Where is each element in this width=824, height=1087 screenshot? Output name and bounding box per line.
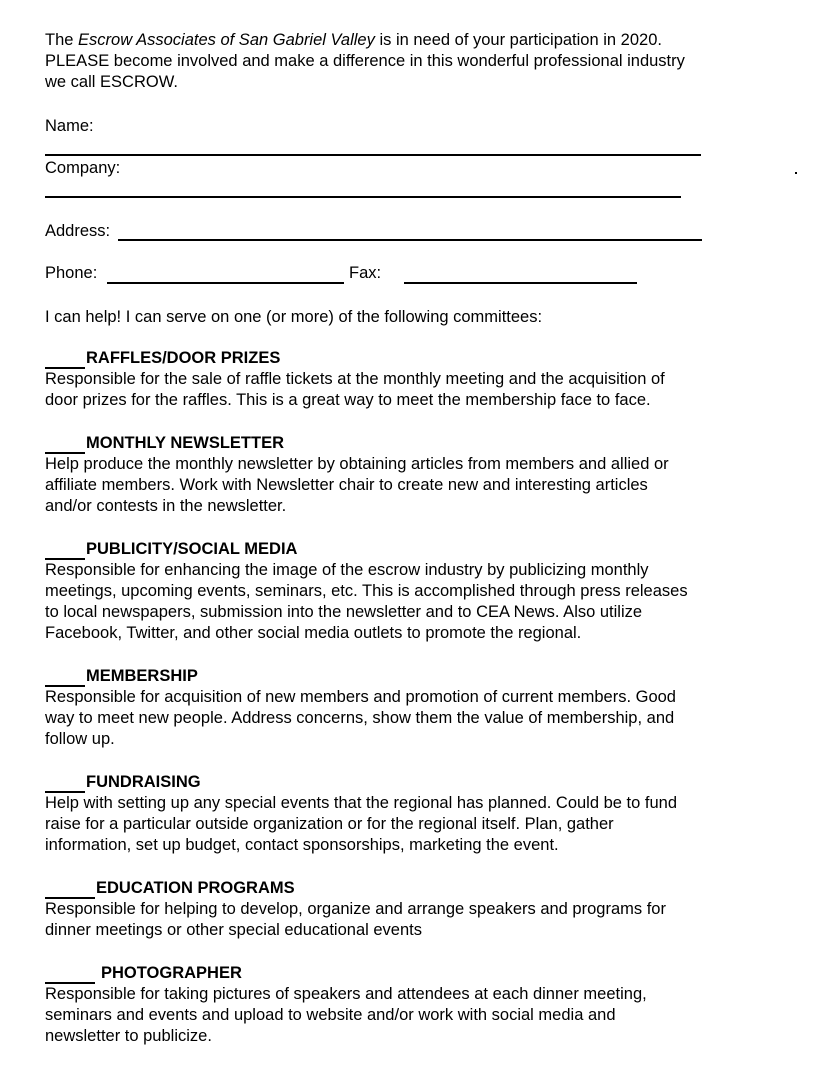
- committee-title: EDUCATION PROGRAMS: [45, 878, 785, 899]
- committee-title: PUBLICITY/SOCIAL MEDIA: [45, 539, 785, 560]
- phone-field[interactable]: [107, 282, 344, 284]
- committee-description: Help with setting up any special events that the regional has planned. Could be to fund raise for a particular outside organization or for the regional itself. Plan, gather information, set up budget, contact sponsorships, marketing the event.: [45, 794, 678, 854]
- fax-label: Fax:: [349, 264, 382, 282]
- address-field[interactable]: [118, 239, 702, 241]
- checkbox-blank-newsletter[interactable]: [45, 437, 85, 454]
- committee-title: FUNDRAISING: [45, 772, 785, 793]
- checkbox-blank-publicity[interactable]: [45, 543, 85, 560]
- committee-photographer: [45, 963, 785, 1047]
- committee-title: MONTHLY NEWSLETTER: [45, 433, 785, 454]
- intro-line-3: we call ESCROW.: [45, 73, 178, 91]
- committee-title: MEMBERSHIP: [45, 666, 785, 687]
- committee-description: Responsible for helping to develop, organize and arrange speakers and programs for dinner meetings or other special educational events: [45, 900, 666, 939]
- company-field[interactable]: [45, 196, 681, 198]
- committee-membership: [45, 666, 785, 750]
- committee-description: Responsible for acquisition of new members and promotion of current members. Good way to meet new people. Address concerns, show them the value of membership, and follow up.: [45, 688, 676, 748]
- intro-line-2: PLEASE become involved and make a difference in this wonderful professional industry: [45, 52, 685, 70]
- committee-publicity-social-media: [45, 539, 785, 644]
- committee-description: Responsible for taking pictures of speakers and attendees at each dinner meeting, seminars and events and upload to website and/or work with social media and newsletter to publicize.: [45, 985, 647, 1045]
- name-label: Name:: [45, 117, 94, 135]
- intro-paragraph: [45, 30, 785, 93]
- fax-field[interactable]: [404, 282, 637, 284]
- committee-education-programs: [45, 878, 785, 941]
- committee-title: RAFFLES/DOOR PRIZES: [45, 348, 785, 369]
- checkbox-blank-fundraising[interactable]: [45, 776, 85, 793]
- committee-monthly-newsletter: [45, 433, 785, 517]
- name-field[interactable]: [45, 154, 701, 156]
- organization-name: Escrow Associates of San Gabriel Valley: [78, 31, 375, 49]
- checkbox-blank-membership[interactable]: [45, 670, 85, 687]
- committee-raffles: [45, 348, 785, 411]
- committee-description: Responsible for enhancing the image of the escrow industry by publicizing monthly meetings, upcoming events, seminars, etc. This is accomplished through press releases to local newspapers, submission into the newsletter and to CEA News. Also utilize Facebook, Twitter, and other social media outlets to promote the regional.: [45, 561, 688, 642]
- checkbox-blank-photographer[interactable]: [45, 967, 95, 984]
- committee-fundraising: [45, 772, 785, 856]
- address-label: Address:: [45, 222, 111, 240]
- committee-description: Responsible for the sale of raffle tickets at the monthly meeting and the acquisition of door prizes for the raffles. This is a great way to meet the membership face to face.: [45, 370, 665, 409]
- intro-line-1: The Escrow Associates of San Gabriel Valley is in need of your participation in 2020.: [45, 31, 662, 49]
- committee-description: Help produce the monthly newsletter by obtaining articles from members and allied or affiliate members. Work with Newsletter chair to create new and interesting articles and/or contests in the newsletter.: [45, 455, 669, 515]
- stray-dot: [795, 172, 797, 174]
- committee-title: PHOTOGRAPHER: [45, 963, 785, 984]
- committees-intro: I can help! I can serve on one (or more) of the following committees:: [45, 308, 543, 326]
- checkbox-blank-raffles[interactable]: [45, 352, 85, 369]
- checkbox-blank-education[interactable]: [45, 882, 95, 899]
- company-label: Company:: [45, 159, 121, 177]
- phone-label: Phone:: [45, 264, 98, 282]
